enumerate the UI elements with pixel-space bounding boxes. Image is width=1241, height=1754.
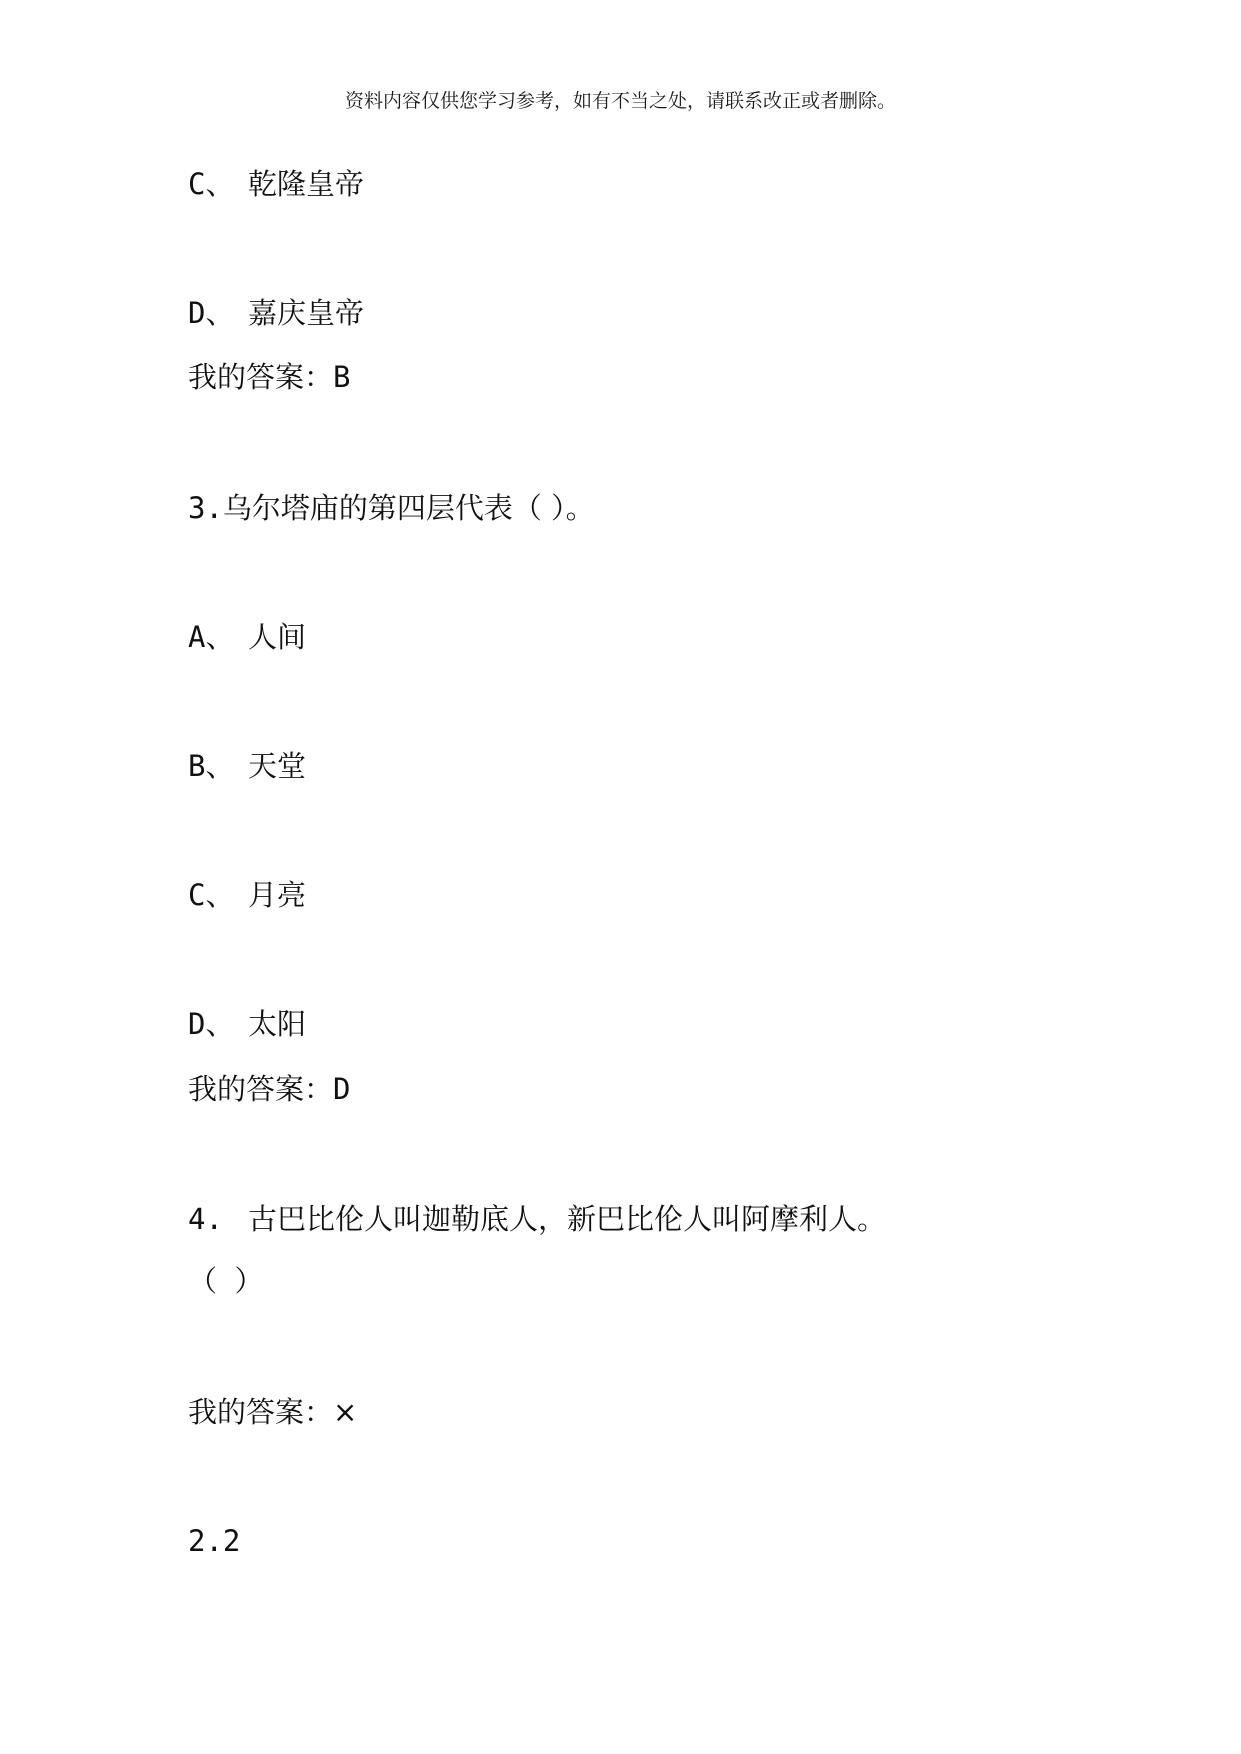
option-text: 嘉庆皇帝	[248, 296, 365, 330]
option-letter: D、	[188, 296, 235, 330]
answer-label: 我的答案：	[188, 1395, 334, 1429]
answer-value: ×	[333, 1395, 358, 1429]
page-header-disclaimer: 资料内容仅供您学习参考，如有不当之处，请联系改正或者删除。	[344, 90, 896, 112]
q2-my-answer	[188, 359, 350, 395]
option-letter: B、	[188, 749, 235, 783]
question-number: 4.	[188, 1202, 223, 1236]
q4-my-answer	[188, 1394, 357, 1430]
q3-option-d	[188, 1006, 306, 1042]
question-blank: （ ）	[188, 1264, 264, 1298]
answer-value: D	[333, 1072, 351, 1106]
q3-option-a	[188, 619, 306, 655]
option-text: 月亮	[248, 878, 307, 912]
answer-value: B	[333, 360, 351, 394]
option-text: 人间	[248, 620, 307, 654]
q3-option-c	[188, 877, 306, 913]
option-text: 乾隆皇帝	[248, 167, 365, 201]
q4-stem-continuation	[188, 1263, 263, 1299]
option-text: 天堂	[248, 749, 307, 783]
q4-stem	[188, 1201, 886, 1237]
option-text: 太阳	[248, 1007, 307, 1041]
question-text: 古巴比伦人叫迦勒底人，新巴比伦人叫阿摩利人。	[248, 1202, 887, 1236]
option-letter: A、	[188, 620, 235, 654]
q3-option-b	[188, 748, 306, 784]
option-letter: D、	[188, 1007, 235, 1041]
q3-my-answer	[188, 1071, 350, 1107]
q2-option-d	[188, 295, 364, 331]
question-text: 乌尔塔庙的第四层代表（ ）。	[222, 491, 595, 525]
answer-label: 我的答案：	[188, 360, 334, 394]
option-letter: C、	[188, 167, 235, 201]
option-letter: C、	[188, 878, 235, 912]
question-number: 3.	[188, 491, 223, 525]
section-label: 2.2	[188, 1524, 241, 1558]
answer-label: 我的答案：	[188, 1072, 334, 1106]
section-number	[188, 1523, 240, 1559]
q3-stem	[188, 490, 595, 526]
q2-option-c	[188, 166, 364, 202]
